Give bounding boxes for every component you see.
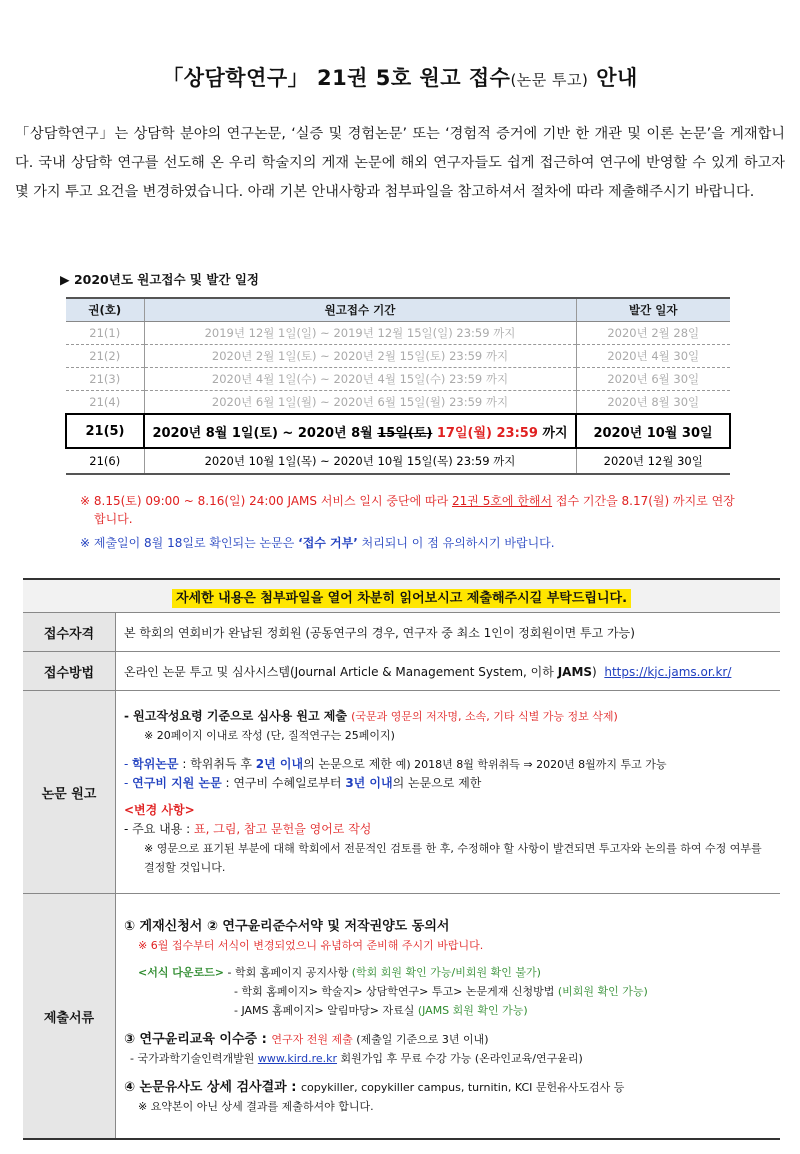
degree-paper: 학위논문 (132, 757, 179, 771)
period-cell: 2020년 4월 1일(수) ~ 2020년 4월 15일(수) 23:59 까지 (144, 368, 576, 391)
paper-row (23, 691, 780, 894)
note-text: ※ 제출일이 8월 18일로 확인되는 논문은 (80, 536, 299, 550)
intro-paragraph: 「상담학연구」는 상담학 분야의 연구논문, ‘실증 및 경험논문’ 또는 ‘경험적 증거에 기반 한 개관 및 이론 논문’을 게재합니다. 국내 상담학 연구를 선도해 온 우리 학술지의 게재 논문에 해외 연구자들도 쉽게 접근하여 연구에 반영할 수 있게 하고자 몇 가지 투고 요건을 변경하였습니다. 아래 기본 안내사항과 첨부파일을 참고하셔서 절차에 따라 제출해주시기 바랍니다. (15, 126, 785, 200)
paper-text: 의 논문으로 제한 (392, 776, 482, 790)
label-qualification: 접수자격 (23, 613, 116, 652)
table-row (66, 448, 730, 474)
doc-line (124, 1049, 772, 1068)
schedule-header-row (66, 298, 730, 322)
period-part: 까지 (537, 425, 568, 441)
paper-text: - 원고작성요령 기준으로 심사용 원고 제출 (124, 709, 352, 723)
pub-cell: 2020년 2월 28일 (576, 322, 730, 345)
period-new: 17일(월) 23:59 (432, 425, 538, 441)
table-row (66, 322, 730, 345)
doc-red-text: 연구자 전원 제출 (271, 1032, 353, 1046)
pub-cell: 2020년 10월 30일 (576, 414, 730, 448)
banner-cell (23, 579, 780, 613)
doc-green-text: (학회 회원 확인 가능/비회원 확인 불가) (351, 965, 541, 979)
page-title (0, 62, 800, 92)
label-method: 접수방법 (23, 652, 116, 691)
doc-line (124, 1078, 772, 1097)
vol-cell: 21(5) (66, 414, 144, 448)
paper-text: : 연구비 수혜일로부터 (221, 776, 346, 790)
method-row (23, 652, 780, 691)
paper-emph: 2년 이내 (255, 757, 304, 771)
table-row (66, 368, 730, 391)
paper-line: - 연구비 지원 논문 : 연구비 수혜일로부터 3년 이내의 논문으로 제한 (124, 776, 482, 790)
submission-table (23, 578, 780, 1140)
paper-value (116, 691, 781, 894)
note-extension (80, 492, 740, 528)
col-header-vol: 권(호) (66, 298, 144, 322)
vol-cell: 21(1) (66, 322, 144, 345)
col-header-period: 원고접수 기간 (144, 298, 576, 322)
pub-cell: 2020년 8월 30일 (576, 391, 730, 415)
qualification-row (23, 613, 780, 652)
schedule-notes (80, 492, 740, 552)
vol-cell: 21(3) (66, 368, 144, 391)
doc-text: 회원가입 후 무료 수강 가능 (온라인교육/연구윤리) (337, 1051, 583, 1065)
method-value: 온라인 논문 투고 및 심사시스템(Journal Article & Management System, 이하 JAMS) https://kjc.jams.or.kr/ (116, 652, 781, 691)
doc-text: (제출일 기준으로 3년 이내) (352, 1032, 489, 1046)
doc-green-text: (JAMS 회원 확인 가능) (417, 1003, 528, 1017)
note-text: ※ 8.15(토) 09:00 ~ 8.16(일) 24:00 JAMS 서비스 일시 중단에 따라 (80, 494, 453, 508)
pub-cell: 2020년 12월 30일 (576, 448, 730, 474)
period-cell: 2020년 2월 1일(토) ~ 2020년 2월 15일(토) 23:59 까지 (144, 345, 576, 368)
note-text: 처리되니 이 점 유의하시기 바랍니다. (357, 536, 555, 550)
vol-cell: 21(6) (66, 448, 144, 474)
funded-paper: 연구비 지원 논문 (132, 776, 222, 790)
note-bold: ‘접수 거부’ (298, 536, 358, 550)
vol-cell: 21(2) (66, 345, 144, 368)
doc-note: ※ 6월 접수부터 서식이 변경되었으니 유념하여 준비해 주시기 바랍니다. (138, 938, 484, 952)
paper-line: ※ 영문으로 표기된 부분에 대해 학회에서 전문적인 검토를 한 후, 수정해야 할 사항이 발견되면 투고자와 논의를 하여 수정 여부를 결정할 것입니다. (144, 842, 762, 874)
banner-text: 자세한 내용은 첨부파일을 열어 차분히 읽어보시고 제출해주시길 부탁드립니다. (172, 589, 631, 608)
doc-text: - 국가과학기술인력개발원 (130, 1051, 258, 1065)
documents-value (116, 894, 781, 1140)
paper-text: : 학위취득 후 (178, 757, 256, 771)
jams-link[interactable]: https://kjc.jams.or.kr/ (604, 664, 732, 679)
vol-cell: 21(4) (66, 391, 144, 415)
title-main: 「상담학연구」 21권 5호 원고 접수 (162, 66, 511, 90)
schedule-heading: ▶ 2020년도 원고접수 및 발간 일정 (60, 272, 259, 287)
doc-title: ③ 연구윤리교육 이수증 : (124, 1031, 272, 1047)
paper-red-text: 표, 그림, 참고 문헌을 영어로 작성 (194, 822, 372, 836)
paper-emph: 3년 이내 (345, 776, 393, 790)
note-rejection (80, 534, 740, 552)
paper-line (124, 820, 772, 839)
pub-cell: 2020년 4월 30일 (576, 345, 730, 368)
title-tail: 안내 (588, 66, 638, 90)
paper-example: 예) 2018년 8월 학위취득 ⇒ 2020년 8월까지 투고 가능 (395, 758, 667, 771)
banner-row (23, 579, 780, 613)
label-paper: 논문 원고 (23, 691, 116, 894)
download-label: <서식 다운로드> (138, 965, 225, 979)
schedule-table (65, 297, 731, 475)
pub-cell: 2020년 6월 30일 (576, 368, 730, 391)
note-text: 접수 기간을 8.17(월) 까지로 연장합니다. (94, 494, 735, 526)
paper-line (124, 707, 772, 726)
download-line (124, 982, 772, 1001)
table-row (66, 391, 730, 415)
kird-link[interactable]: www.kird.re.kr (257, 1051, 338, 1065)
period-cell: 2020년 10월 1일(목) ~ 2020년 10월 15일(목) 23:59 까지 (144, 448, 576, 474)
doc-note: ※ 요약본이 아닌 상세 결과를 제출하셔야 합니다. (138, 1099, 374, 1113)
download-line (124, 1001, 772, 1020)
highlight-row (66, 414, 730, 448)
period-cell: 2020년 6월 1일(월) ~ 2020년 6월 15일(월) 23:59 까지 (144, 391, 576, 415)
period-part: 2020년 8월 1일(토) ~ 2020년 8월 (152, 425, 378, 441)
paper-line: - 학위논문 : 학위취득 후 2년 이내의 논문으로 제한 예) 2018년 8월 학위취득 ⇒ 2020년 8월까지 투고 가능 (124, 757, 667, 771)
paper-text: - 주요 내용 : (124, 822, 194, 836)
paper-text: 의 논문으로 제한 (303, 757, 396, 771)
jams-label: JAMS (557, 664, 593, 679)
period-cell: 2019년 12월 1일(일) ~ 2019년 12월 15일(일) 23:59 까지 (144, 322, 576, 345)
doc-title: ④ 논문유사도 상세 검사결과 : (124, 1079, 301, 1095)
doc-green-text: (비회원 확인 가능) (557, 984, 648, 998)
paper-red-text: (국문과 영문의 저자명, 소속, 기타 식별 가능 정보 삭제) (351, 710, 618, 723)
doc-text: - 학회 홈페이지> 학술지> 상담학연구> 투고> 논문게재 신청방법 (234, 984, 558, 998)
col-header-pub: 발간 일자 (576, 298, 730, 322)
note-underlined: 21권 5호에 한해서 (452, 494, 553, 508)
table-row (66, 345, 730, 368)
title-small: (논문 투고) (510, 71, 589, 89)
period-struck: 15일(토) (377, 425, 433, 441)
doc-text: - JAMS 홈페이지> 알림마당> 자료실 (234, 1003, 418, 1017)
change-heading: <변경 사항> (124, 803, 195, 817)
method-text: 온라인 논문 투고 및 심사시스템(Journal Article & Management System, 이하 (124, 664, 558, 679)
paper-line: ※ 20페이지 이내로 작성 (단, 질적연구는 25페이지) (144, 729, 395, 742)
doc-line: ① 게재신청서 ② 연구윤리준수서약 및 저작권양도 동의서 (124, 918, 450, 934)
documents-row (23, 894, 780, 1140)
doc-text: copykiller, copykiller campus, turnitin, KCI 문헌유사도검사 등 (300, 1080, 625, 1094)
period-cell (144, 414, 576, 448)
qualification-value: 본 학회의 연회비가 완납된 정회원 (공동연구의 경우, 연구자 중 최소 1인이 정회원이면 투고 가능) (116, 613, 781, 652)
label-documents: 제출서류 (23, 894, 116, 1140)
download-line (124, 963, 772, 982)
doc-line (124, 1030, 772, 1049)
doc-text: - 학회 홈페이지 공지사항 (224, 965, 352, 979)
